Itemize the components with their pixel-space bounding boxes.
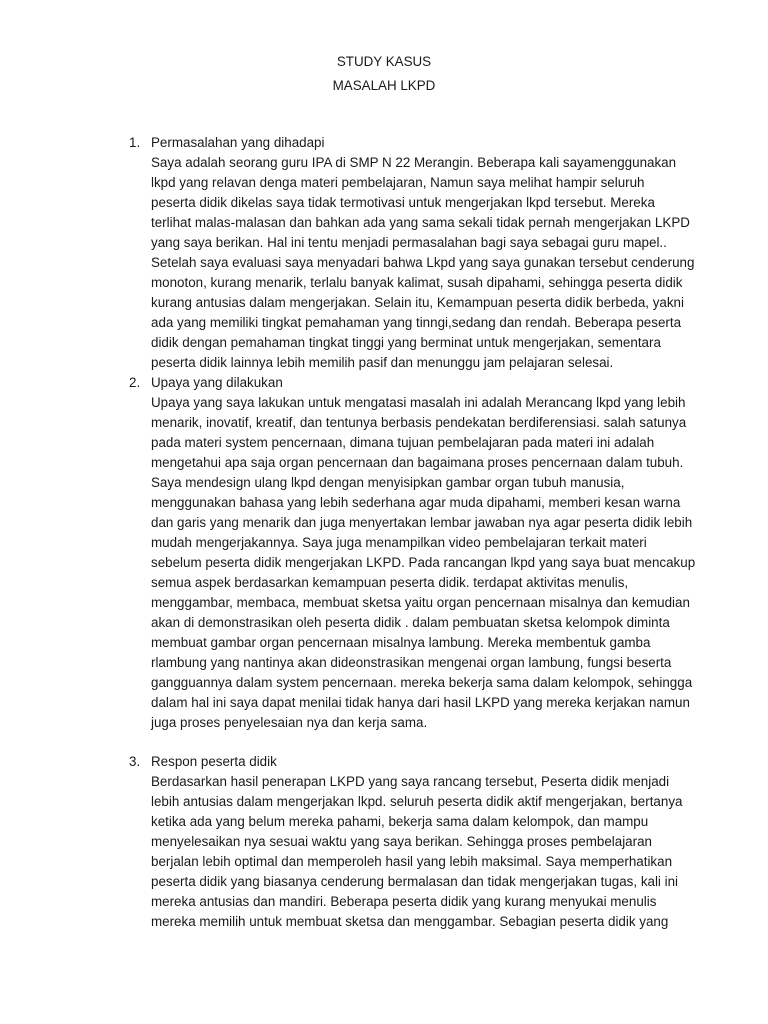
paragraph-line: Setelah saya evaluasi saya menyadari bahwa Lkpd yang saya gunakan tersebut cenderung <box>151 255 695 270</box>
paragraph-line: ketika ada yang belum mereka pahami, bekerja sama dalam kelompok, dan mampu <box>151 814 649 829</box>
paragraph-line: Upaya yang saya lakukan untuk mengatasi masalah ini adalah Merancang lkpd yang lebih <box>151 395 686 410</box>
section-number: 3. <box>129 754 141 769</box>
paragraph-line: monoton, kurang menarik, terlalu banyak kalimat, susah dipahami, sehingga peserta didik <box>151 275 683 290</box>
paragraph-line: mereka antusias dan mandiri. Beberapa peserta didik yang kurang menyukai menulis <box>151 894 657 909</box>
section-heading: Permasalahan yang dihadapi <box>151 135 325 150</box>
paragraph-line: sebelum peserta didik mengerjakan LKPD. Pada rancangan lkpd yang saya buat mencakup <box>151 555 696 570</box>
document-title: STUDY KASUS <box>336 54 432 69</box>
paragraph-line: gangguannya dalam system pencernaan. mereka bekerja sama dalam kelompok, sehingga <box>151 675 693 690</box>
paragraph-line: berjalan lebih optimal dan memperoleh hasil yang lebih maksimal. Saya memperhatikan <box>151 854 673 869</box>
paragraph-line: Saya mendesign ulang lkpd dengan menyisipkan gambar organ tubuh manusia, <box>151 475 625 490</box>
section-paragraph <box>151 153 695 373</box>
paragraph-line: ada yang memiliki tingkat pemahaman yang tinngi,sedang dan rendah. Beberapa peserta <box>151 315 682 330</box>
paragraph-line: Saya adalah seorang guru IPA di SMP N 22 Merangin. Beberapa kali sayamenggunakan <box>151 155 677 170</box>
paragraph-line: mereka memilih untuk membuat sketsa dan menggambar. Sebagian peserta didik yang <box>151 914 669 929</box>
paragraph-line: terlihat malas-malasan dan bahkan ada yang sama sekali tidak pernah mengerjakan LKPD <box>151 215 690 230</box>
paragraph-line: pada materi system pencernaan, dimana tujuan pembelajaran pada materi ini adalah <box>151 435 655 450</box>
paragraph-line: menggunakan bahasa yang lebih sederhana agar muda dipahami, memberi kesan warna <box>151 495 681 510</box>
paragraph-line: yang saya berikan. Hal ini tentu menjadi permasalahan bagi saya sebagai guru mapel.. <box>151 235 667 250</box>
section-number: 2. <box>129 375 141 390</box>
paragraph-line: didik dengan pemahaman tingkat tinggi yang berminat untuk mengerjakan, sementara <box>151 335 661 350</box>
paragraph-line: Berdasarkan hasil penerapan LKPD yang saya rancang tersebut, Peserta didik menjadi <box>151 774 670 789</box>
section-heading: Respon peserta didik <box>151 754 277 769</box>
paragraph-line: membuat gambar organ pencernaan misalnya lambung. Mereka membentuk gamba <box>151 635 651 650</box>
section-number: 1. <box>129 135 141 150</box>
paragraph-line: peserta didik dikelas saya tidak termotivasi untuk mengerjakan lkpd tersebut. Mereka <box>151 195 655 210</box>
paragraph-line: dan garis yang menarik dan juga menyertakan lembar jawaban nya agar peserta didik lebih <box>151 515 693 530</box>
document-subtitle: MASALAH LKPD <box>332 78 436 93</box>
section-paragraph <box>151 393 696 733</box>
paragraph-line: kurang antusias dalam mengerjakan. Selain itu, Kemampuan peserta didik berbeda, yakni <box>151 295 684 310</box>
paragraph-line: mengetahui apa saja organ pencernaan dan bagaimana proses pencernaan dalam tubuh. <box>151 455 684 470</box>
paragraph-line: menyelesaikan nya sesuai waktu yang saya berikan. Sehingga proses pembelajaran <box>151 834 652 849</box>
paragraph-line: semua aspek berdasarkan kemampuan peserta didik. terdapat aktivitas menulis, <box>151 575 629 590</box>
paragraph-line: akan di demonstrasikan oleh peserta didik . dalam pembuatan sketsa kelompok diminta <box>151 615 670 630</box>
paragraph-line: lebih antusias dalam mengerjakan lkpd. seluruh peserta didik aktif mengerjakan, bertanya <box>151 794 683 809</box>
paragraph-line: lkpd yang relavan denga materi pembelajaran, Namun saya melihat hampir seluruh <box>151 175 645 190</box>
paragraph-line: dalam hal ini saya dapat menilai tidak hanya dari hasil LKPD yang mereka kerjakan namun <box>151 695 690 710</box>
paragraph-line: menarik, inovatif, kreatif, dan tentunya berbasis pendekatan berdiferensiasi. salah satunya <box>151 415 687 430</box>
section-heading: Upaya yang dilakukan <box>151 375 283 390</box>
paragraph-line: peserta didik yang biasanya cenderung bermalasan dan tidak mengerjakan tugas, kali ini <box>151 874 679 889</box>
section-paragraph <box>151 772 683 932</box>
paragraph-line: peserta didik lainnya lebih memilih pasif dan menunggu jam pelajaran selesai. <box>151 355 614 370</box>
paragraph-line: mudah mengerjakannya. Saya juga menampilkan video pembelajaran terkait materi <box>151 535 647 550</box>
paragraph-line: menggambar, membaca, membuat sketsa yaitu organ pencernaan misalnya dan kemudian <box>151 595 690 610</box>
paragraph-line: rlambung yang nantinya akan dideonstrasikan mengenai organ lambung, fungsi beserta <box>151 655 672 670</box>
paragraph-line: juga proses penyelesaian nya dan kerja sama. <box>151 715 428 730</box>
